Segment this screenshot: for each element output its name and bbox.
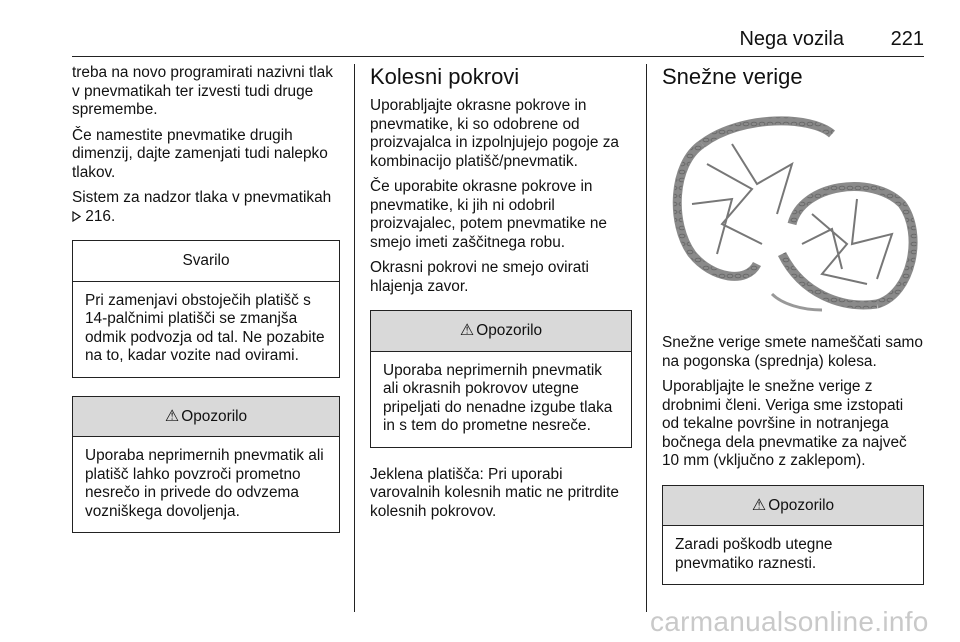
warning-triangle-icon: ⚠ xyxy=(459,322,475,339)
paragraph: Če uporabite okrasne pokrove in pnevmatike, ki jih ni odobril proizvajalec, potem pnevmatike ne smejo imeti zaščitnega robu. xyxy=(370,178,607,251)
section-heading: Snežne verige xyxy=(662,64,803,89)
paragraph: Snežne verige smete nameščati samo na pogonska (sprednja) kolesa. xyxy=(662,334,923,370)
warning-text: Uporaba neprimernih pnevmatik ali platišč lahko povzroči prometno nesrečo in privede do odvzema vozniškega dovoljenja. xyxy=(85,447,324,520)
column-divider xyxy=(354,64,355,612)
arrow-ref-icon[interactable] xyxy=(72,208,85,225)
warning-title: Opozorilo xyxy=(768,496,835,514)
paragraph: Uporabljajte okrasne pokrove in pnevmatike, ki so odobrene od proizvajalca in izpolnjujejo pogoje za kombinacijo platišč/pnevmatik. xyxy=(370,97,619,170)
column-1 xyxy=(72,64,340,551)
watermark: carmanualsonline.info xyxy=(650,606,929,637)
paragraph: Okrasni pokrovi ne smejo ovirati hlajenja zavor. xyxy=(370,259,589,295)
caution-title: Svarilo xyxy=(73,241,339,282)
column-3 xyxy=(662,64,924,603)
page-reference[interactable]: 216. xyxy=(85,207,116,225)
column-2 xyxy=(370,64,632,528)
paragraph: Če namestite pnevmatike drugih dimenzij, dajte zamenjati tudi nalepko tlakov. xyxy=(72,126,328,181)
caution-text: Pri zamenjavi obstoječih platišč s 14-palčnimi platišči se zmanjša odmik podvozja od tal. Ne pozabite na to, kadar vozite nad ovirami. xyxy=(85,291,325,364)
column-divider xyxy=(646,64,647,612)
page-header xyxy=(72,26,924,57)
section-title: Nega vozila xyxy=(739,28,844,50)
snow-chains-illustration xyxy=(662,104,924,318)
warning-box xyxy=(662,485,924,586)
paragraph: treba na novo programirati nazivni tlak v pnevmatikah ter izvesti tudi druge spremembe. xyxy=(72,64,333,118)
warning-box xyxy=(370,310,632,448)
warning-triangle-icon: ⚠ xyxy=(751,496,767,514)
caution-box xyxy=(72,240,340,378)
page-number: 221 xyxy=(890,28,924,50)
section-heading: Kolesni pokrovi xyxy=(370,64,520,89)
warning-text: Uporaba neprimernih pnevmatik ali okrasnih pokrovov utegne pripeljati do nenadne izgube tlaka in s tem do prometne nesreče. xyxy=(383,361,613,434)
warning-title: Opozorilo xyxy=(476,322,543,339)
paragraph: Sistem za nadzor tlaka v pnevmatikah 216. xyxy=(72,189,332,225)
warning-triangle-icon: ⚠ xyxy=(164,407,180,425)
warning-title: Opozorilo xyxy=(181,407,248,425)
warning-text: Zaradi poškodb utegne pnevmatiko raznesti. xyxy=(675,536,833,572)
warning-box xyxy=(72,396,340,534)
paragraph: Jeklena platišča: Pri uporabi varovalnih kolesnih matic ne pritrdite kolesnih pokrovov. xyxy=(370,465,619,520)
paragraph: Uporabljajte le snežne verige z drobnimi členi. Veriga sme izstopati od tekalne površine in notranjega bočnega dela pnevmatike za največ 10 mm (vključno z zaklepom). xyxy=(662,378,907,469)
